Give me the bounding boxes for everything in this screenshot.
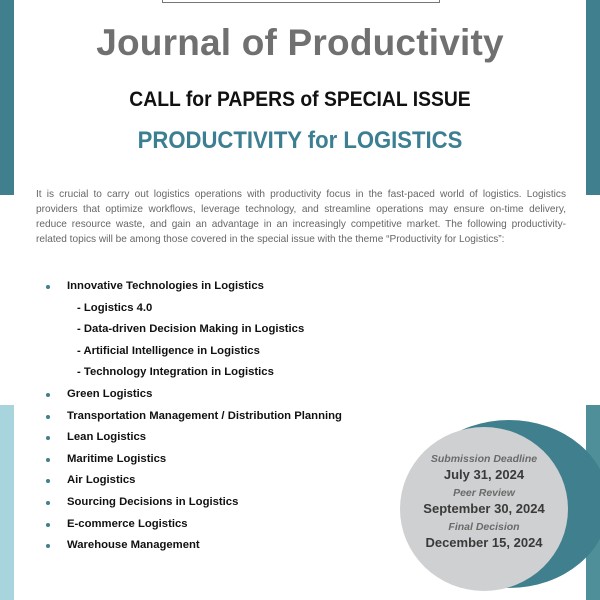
bullet-icon xyxy=(46,393,50,397)
top-frame-decoration xyxy=(162,0,440,3)
peer-review-date: September 30, 2024 xyxy=(423,501,545,516)
subtopic-label: - Logistics 4.0 xyxy=(77,301,153,314)
submission-deadline-label: Submission Deadline xyxy=(430,453,538,465)
subtopic-label: - Technology Integration in Logistics xyxy=(77,366,274,379)
subtopic-label: - Artificial Intelligence in Logistics xyxy=(77,344,260,357)
topic-item xyxy=(46,492,406,514)
intro-paragraph: It is crucial to carry out logistics operations with productivity focus in the fast-paced world of logistics. Logistics providers that optimize workflows, leverage technology, and streamline operations may ensure on-time delivery, reduce resource waste, and gain an advantage in an increasingly competitive market. The following productivity-related topics will be among those covered in the special issue with the theme “Productivity for Logistics”: xyxy=(36,189,566,245)
subtopic-label: - Data-driven Decision Making in Logistics xyxy=(77,323,305,336)
deadline-schedule xyxy=(400,452,568,554)
topic-item xyxy=(46,449,406,471)
topic-item xyxy=(46,276,406,298)
topic-label: Green Logistics xyxy=(67,387,153,400)
topic-label: Air Logistics xyxy=(67,474,136,487)
journal-title: Journal of Productivity xyxy=(96,22,504,63)
topic-label: Transportation Management / Distribution Planning xyxy=(67,409,342,422)
topic-label: E-commerce Logistics xyxy=(67,517,188,530)
subtopic-item xyxy=(46,341,406,363)
topic-list xyxy=(46,276,406,557)
bullet-icon xyxy=(46,285,50,289)
subtopic-item xyxy=(46,362,406,384)
bullet-icon xyxy=(46,415,50,419)
bullet-icon xyxy=(46,458,50,462)
submission-deadline-date: July 31, 2024 xyxy=(443,467,525,482)
topic-item xyxy=(46,470,406,492)
topic-label: Sourcing Decisions in Logistics xyxy=(67,495,239,508)
topic-item xyxy=(46,406,406,428)
topic-item xyxy=(46,384,406,406)
call-for-papers-heading: CALL for PAPERS of SPECIAL ISSUE xyxy=(129,88,471,111)
left-bottom-accent-bar xyxy=(0,405,14,600)
bullet-icon xyxy=(46,523,50,527)
bullet-icon xyxy=(46,479,50,483)
bullet-icon xyxy=(46,544,50,548)
topic-item xyxy=(46,427,406,449)
topic-label: Lean Logistics xyxy=(67,431,147,444)
bullet-icon xyxy=(46,436,50,440)
bullet-icon xyxy=(46,501,50,505)
final-decision-label: Final Decision xyxy=(448,521,520,533)
topic-item xyxy=(46,535,406,557)
final-decision-date: December 15, 2024 xyxy=(425,535,543,550)
topic-item xyxy=(46,514,406,536)
topic-label: Innovative Technologies in Logistics xyxy=(67,280,264,292)
subtopic-item xyxy=(46,298,406,320)
subtopic-item xyxy=(46,319,406,341)
special-issue-theme: PRODUCTIVITY for LOGISTICS xyxy=(137,127,463,154)
topic-label: Warehouse Management xyxy=(67,539,200,552)
topic-label: Maritime Logistics xyxy=(67,452,167,465)
peer-review-label: Peer Review xyxy=(453,487,515,499)
